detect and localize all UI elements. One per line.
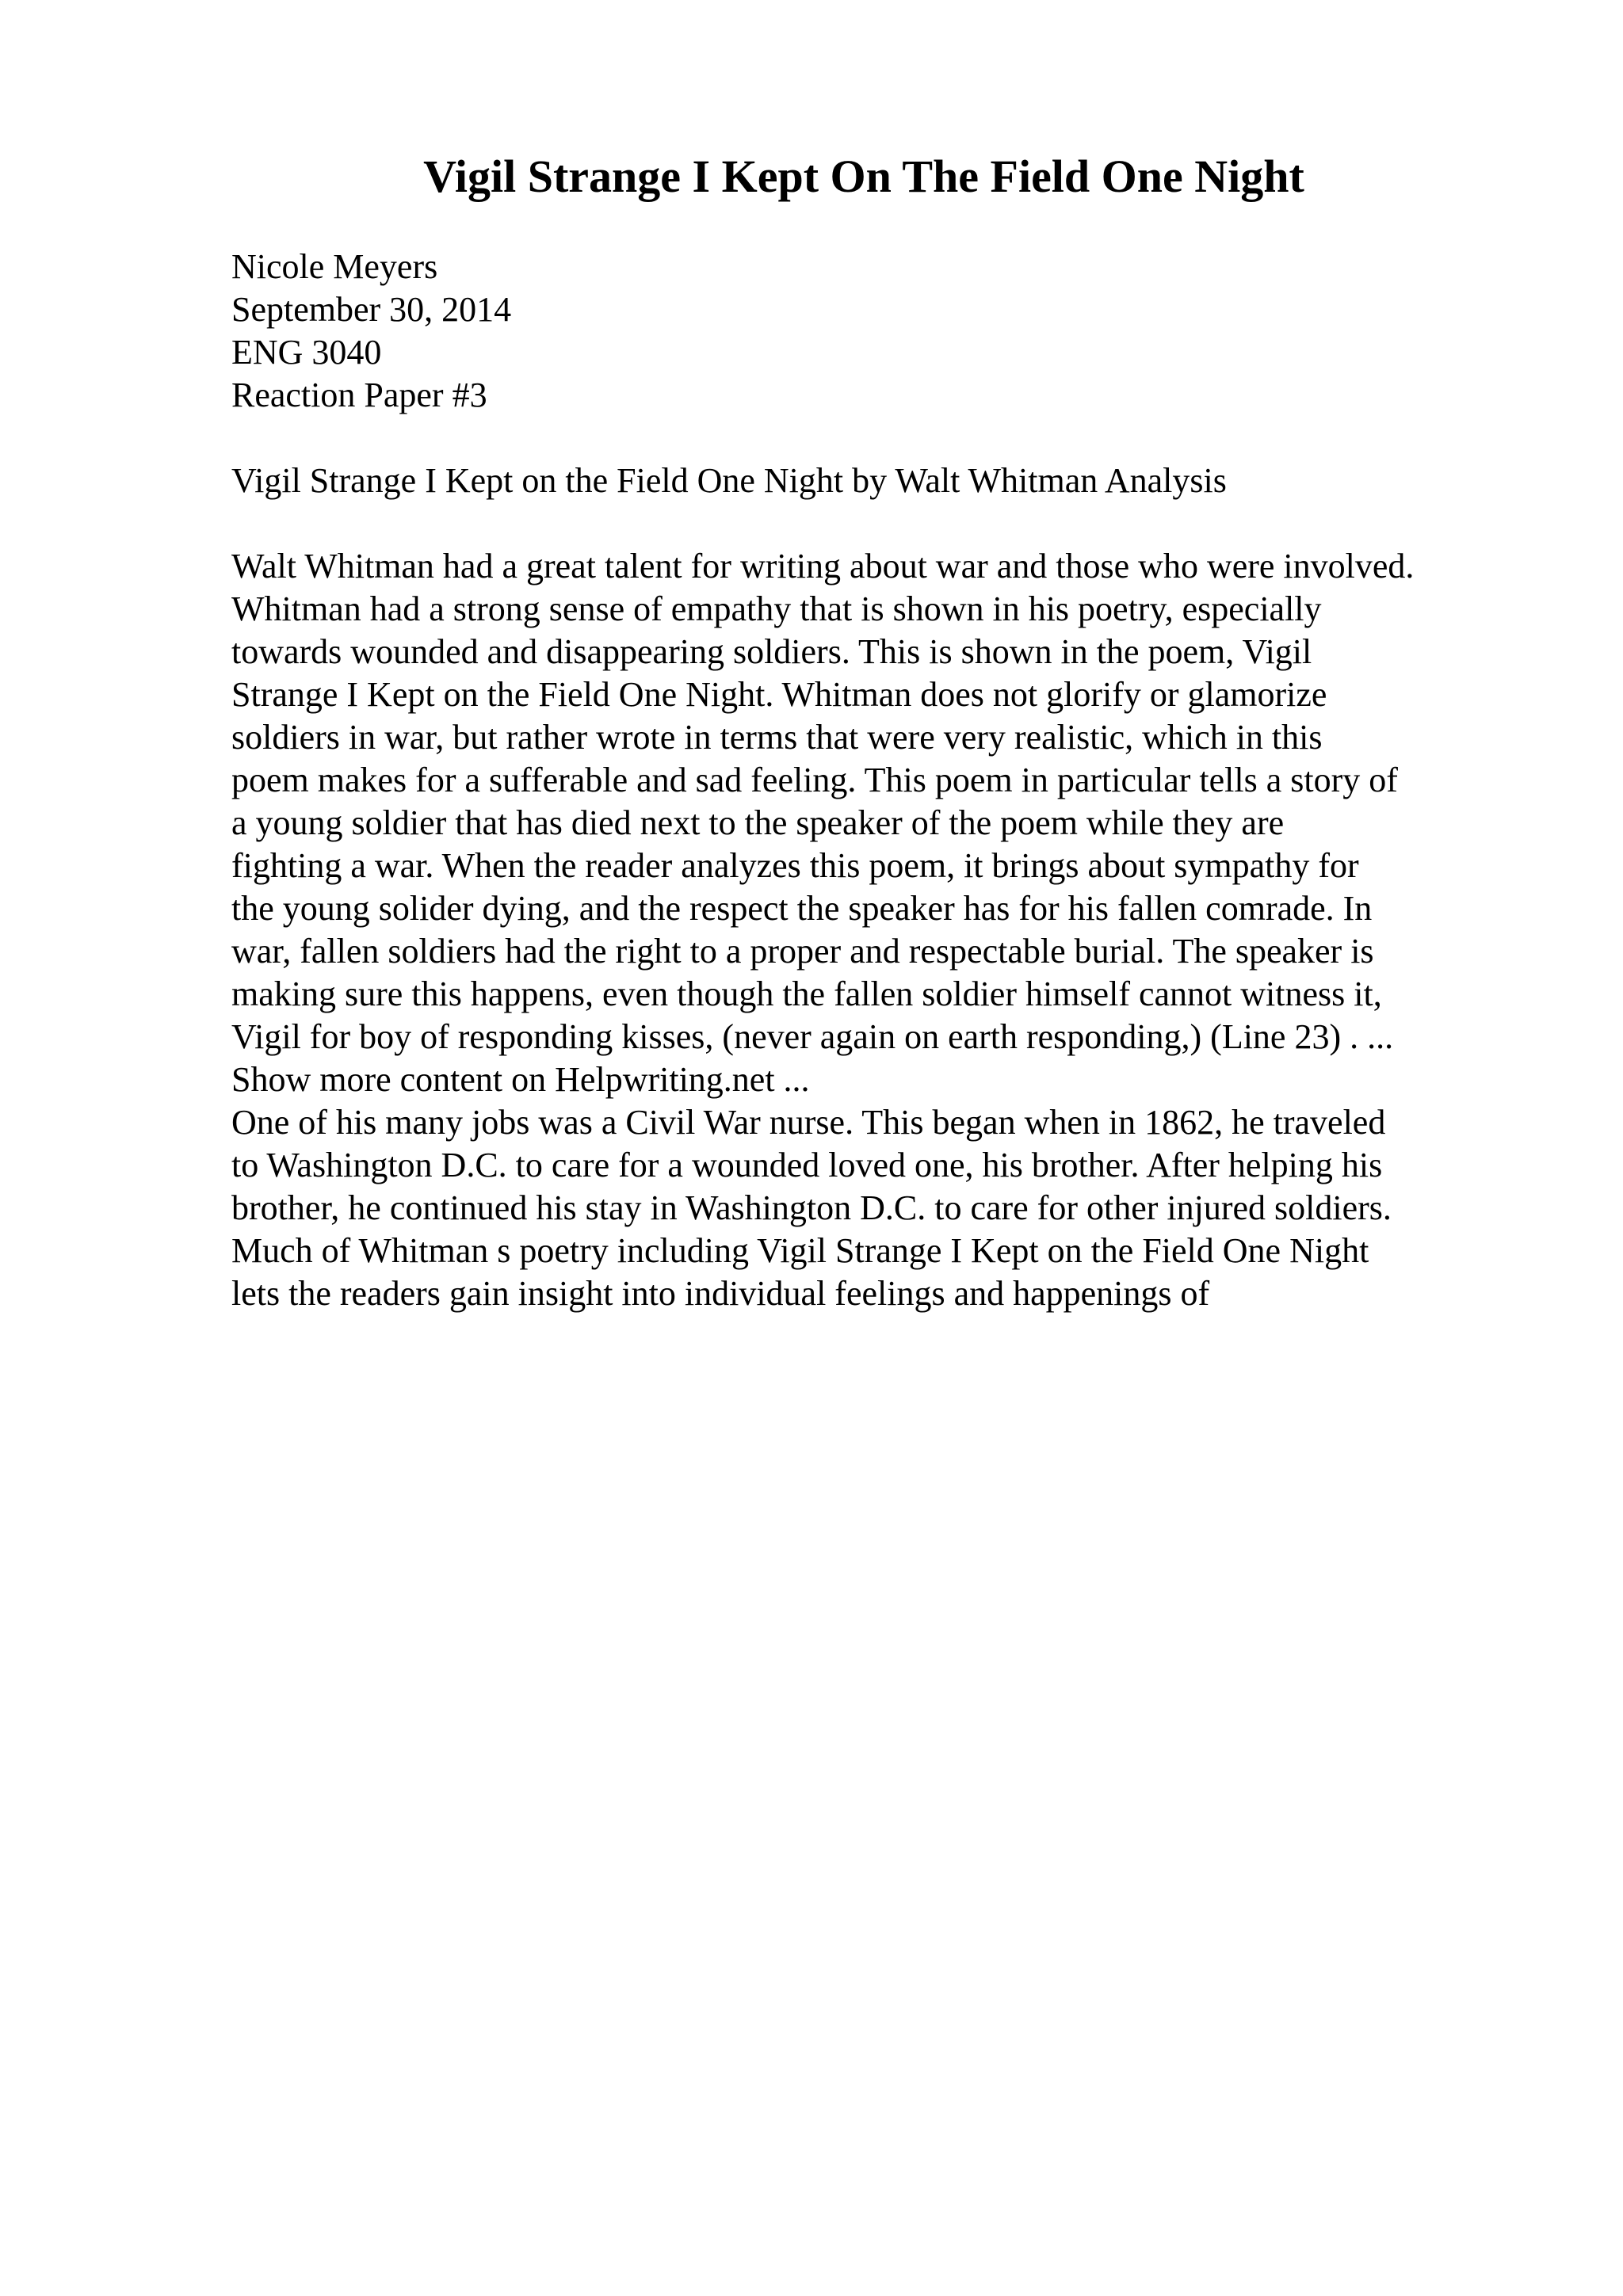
spacer [231,502,1594,545]
text-line: Whitman had a strong sense of empathy that is shown in his poetry, especially [231,589,1322,628]
paragraph-1 [231,545,1594,1101]
document-title: Vigil Strange I Kept On The Field One Night [423,151,1304,202]
course-code: ENG 3040 [231,333,382,372]
text-line: Walt Whitman had a great talent for writing about war and those who were involved. [231,547,1415,585]
text-line: lets the readers gain insight into individual feelings and happenings of [231,1274,1210,1313]
text-line: fighting a war. When the reader analyzes this poem, it brings about sympathy for [231,846,1359,885]
text-line: Much of Whitman s poetry including Vigil Strange I Kept on the Field One Night [231,1231,1369,1270]
text-line: a young soldier that has died next to the speaker of the poem while they are [231,803,1285,842]
text-line: brother, he continued his stay in Washington D.C. to care for other injured soldiers. [231,1188,1392,1227]
text-line: the young solider dying, and the respect the speaker has for his fallen comrade. In [231,889,1373,928]
text-line: to Washington D.C. to care for a wounded loved one, his brother. After helping his [231,1146,1383,1184]
text-line: towards wounded and disappearing soldiers. This is shown in the poem, Vigil [231,632,1312,671]
paper-date: September 30, 2014 [231,290,512,329]
text-line: soldiers in war, but rather wrote in terms that were very realistic, which in this [231,718,1323,757]
spacer [231,417,1594,460]
show-more-link[interactable]: Show more content on Helpwriting.net ... [231,1060,810,1099]
document-body [231,246,1594,1315]
assignment-name: Reaction Paper #3 [231,376,487,414]
text-line: war, fallen soldiers had the right to a proper and respectable burial. The speaker is [231,932,1374,971]
text-line: Vigil for boy of responding kisses, (never again on earth responding,) (Line 23) . ... [231,1017,1394,1056]
paper-subtitle: Vigil Strange I Kept on the Field One Night by Walt Whitman Analysis [231,461,1227,500]
paragraph-2 [231,1101,1594,1315]
text-line: poem makes for a sufferable and sad feeling. This poem in particular tells a story of [231,761,1398,799]
text-line: Strange I Kept on the Field One Night. Whitman does not glorify or glamorize [231,675,1327,714]
text-line: making sure this happens, even though the fallen soldier himself cannot witness it, [231,974,1382,1013]
text-line: One of his many jobs was a Civil War nurse. This began when in 1862, he traveled [231,1103,1386,1142]
author-name: Nicole Meyers [231,247,438,286]
author-header [231,246,1594,417]
